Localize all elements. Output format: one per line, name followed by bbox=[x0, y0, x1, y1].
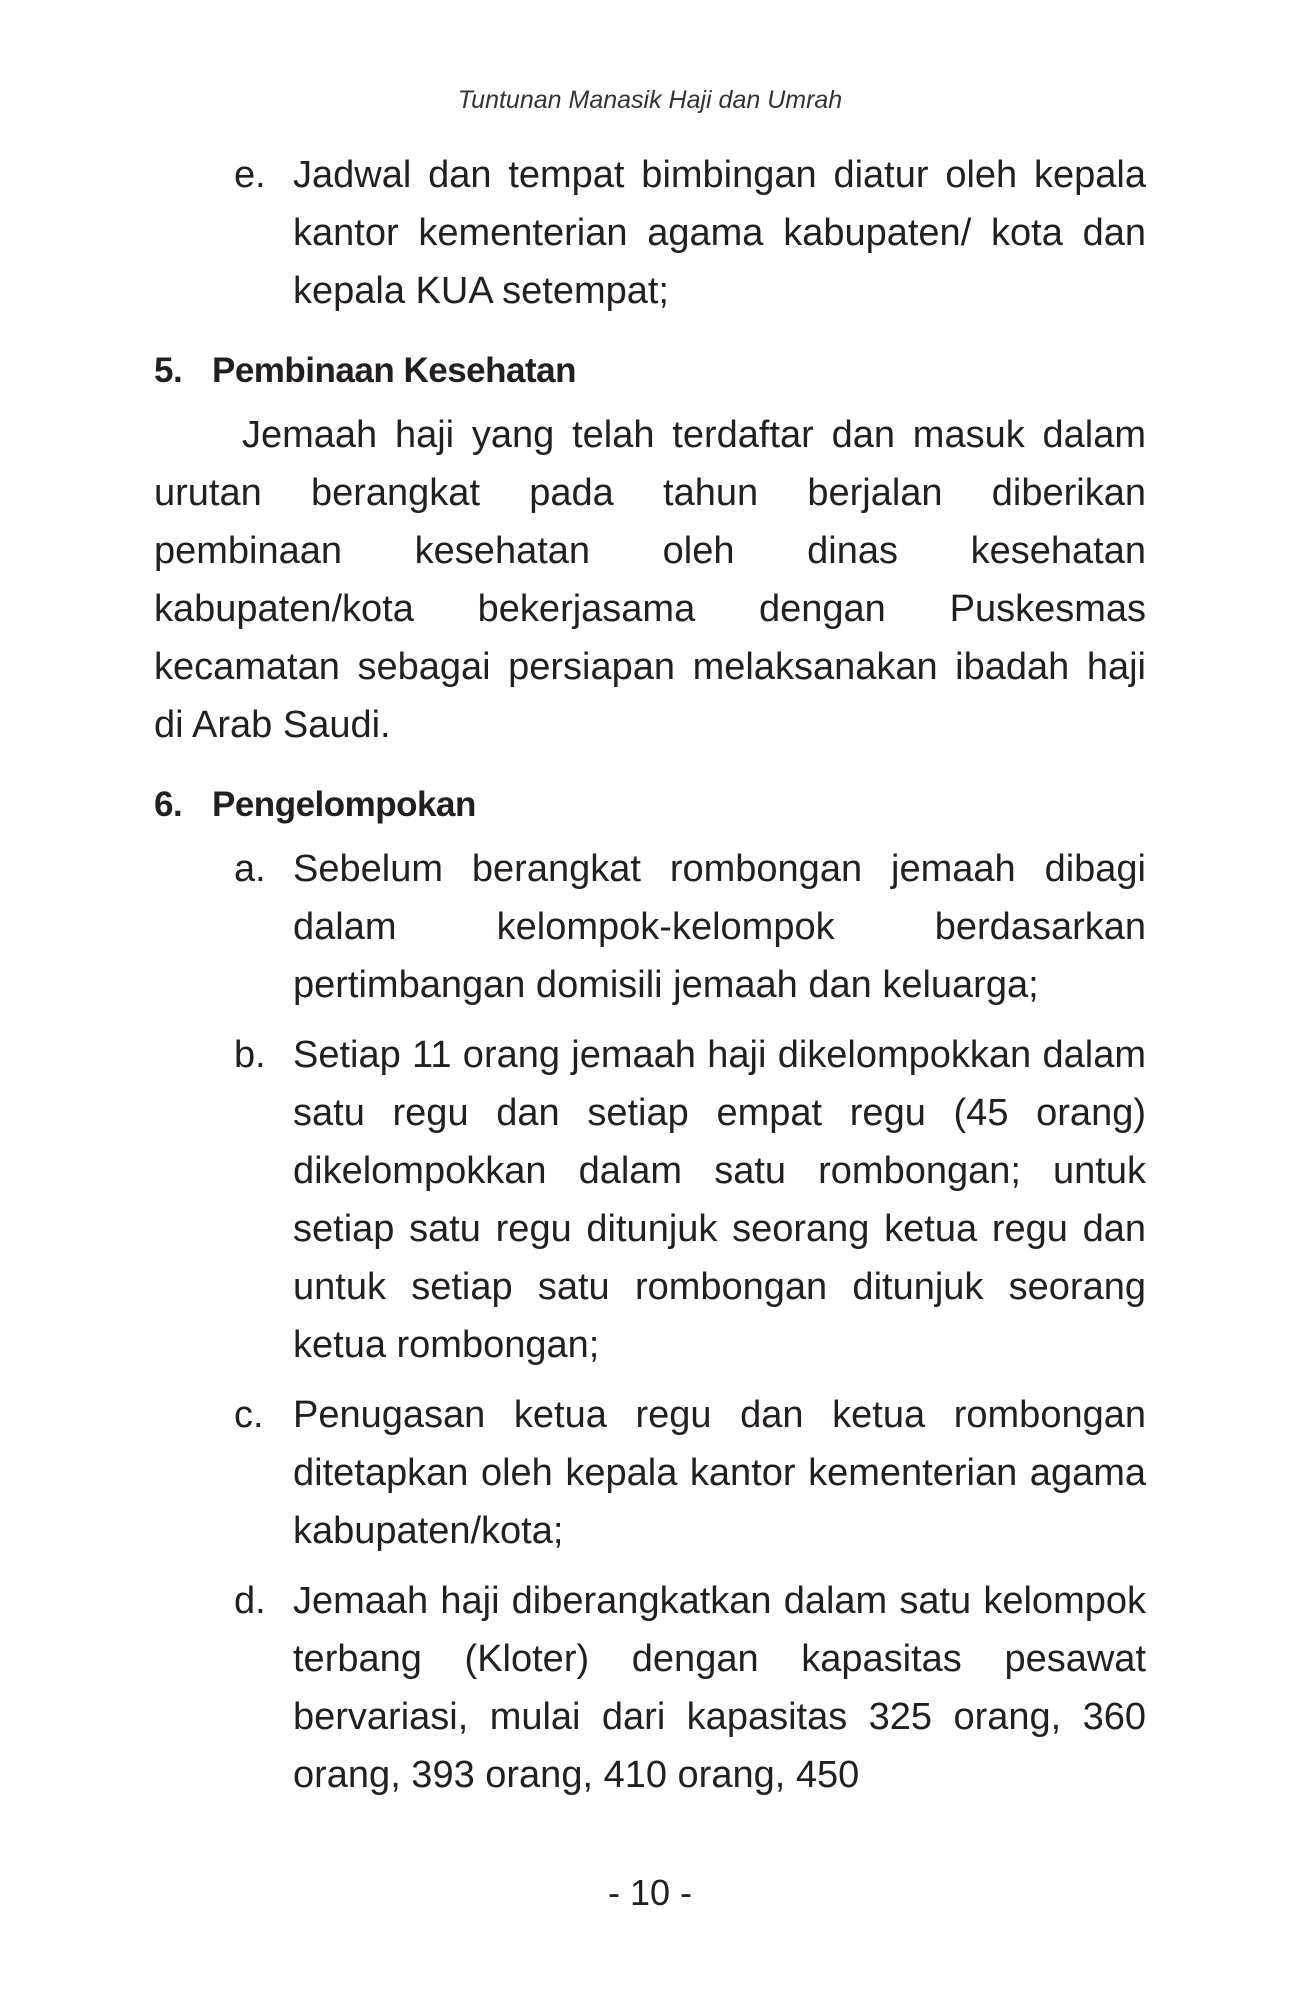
list-item-text: Jemaah haji diberangkatkan dalam satu kelompok terbang (Kloter) dengan kapasitas pesawat bervariasi, mulai dari kapasitas 325 orang, 360 orang, 393 orang, 410 orang, 450 bbox=[293, 1580, 1146, 1796]
section-title: Pembinaan Kesehatan bbox=[212, 351, 576, 390]
list-item-b bbox=[154, 1026, 1146, 1374]
list-marker: b. bbox=[234, 1034, 266, 1076]
section-5-paragraph: Jemaah haji yang telah terdaftar dan masuk dalam urutan berangkat pada tahun berjalan diberikan pembinaan kesehatan oleh dinas kesehatan kabupaten/kota bekerjasama dengan Puskesmas kecamatan sebagai persiapan melaksanakan ibadah haji di Arab Saudi. bbox=[154, 414, 1146, 746]
list-item-e bbox=[154, 146, 1146, 320]
list-marker: d. bbox=[234, 1580, 266, 1622]
list-marker: e. bbox=[234, 154, 266, 196]
section-number: 5. bbox=[154, 351, 183, 390]
list-marker: a. bbox=[234, 848, 266, 890]
section-heading-5 bbox=[154, 342, 1146, 400]
page-content bbox=[154, 146, 1146, 1804]
list-item-text: Penugasan ketua regu dan ketua rombongan ditetapkan oleh kepala kantor kementerian agama kabupaten/kota; bbox=[293, 1394, 1146, 1552]
list-item-c bbox=[154, 1386, 1146, 1560]
list-item-d bbox=[154, 1572, 1146, 1804]
list-item-text: Setiap 11 orang jemaah haji dikelompokkan dalam satu regu dan setiap empat regu (45 orang) dikelompokkan dalam satu rombongan; untuk setiap satu regu ditunjuk seorang ketua regu dan untuk setiap satu rombongan ditunjuk seorang ketua rombongan; bbox=[293, 1034, 1146, 1366]
section-title: Pengelompokan bbox=[212, 785, 476, 824]
list-item-text: Jadwal dan tempat bimbingan diatur oleh kepala kantor kementerian agama kabupaten/ kota dan kepala KUA setempat; bbox=[293, 154, 1146, 312]
page-number: - 10 - bbox=[607, 1872, 693, 1913]
list-marker: c. bbox=[234, 1394, 264, 1436]
running-header: Tuntunan Manasik Haji dan Umrah bbox=[457, 86, 843, 114]
section-number: 6. bbox=[154, 785, 183, 824]
section-heading-6 bbox=[154, 776, 1146, 834]
list-item-text: Sebelum berangkat rombongan jemaah dibagi dalam kelompok-kelompok berdasarkan pertimbangan domisili jemaah dan keluarga; bbox=[293, 848, 1146, 1006]
list-item-a bbox=[154, 840, 1146, 1014]
